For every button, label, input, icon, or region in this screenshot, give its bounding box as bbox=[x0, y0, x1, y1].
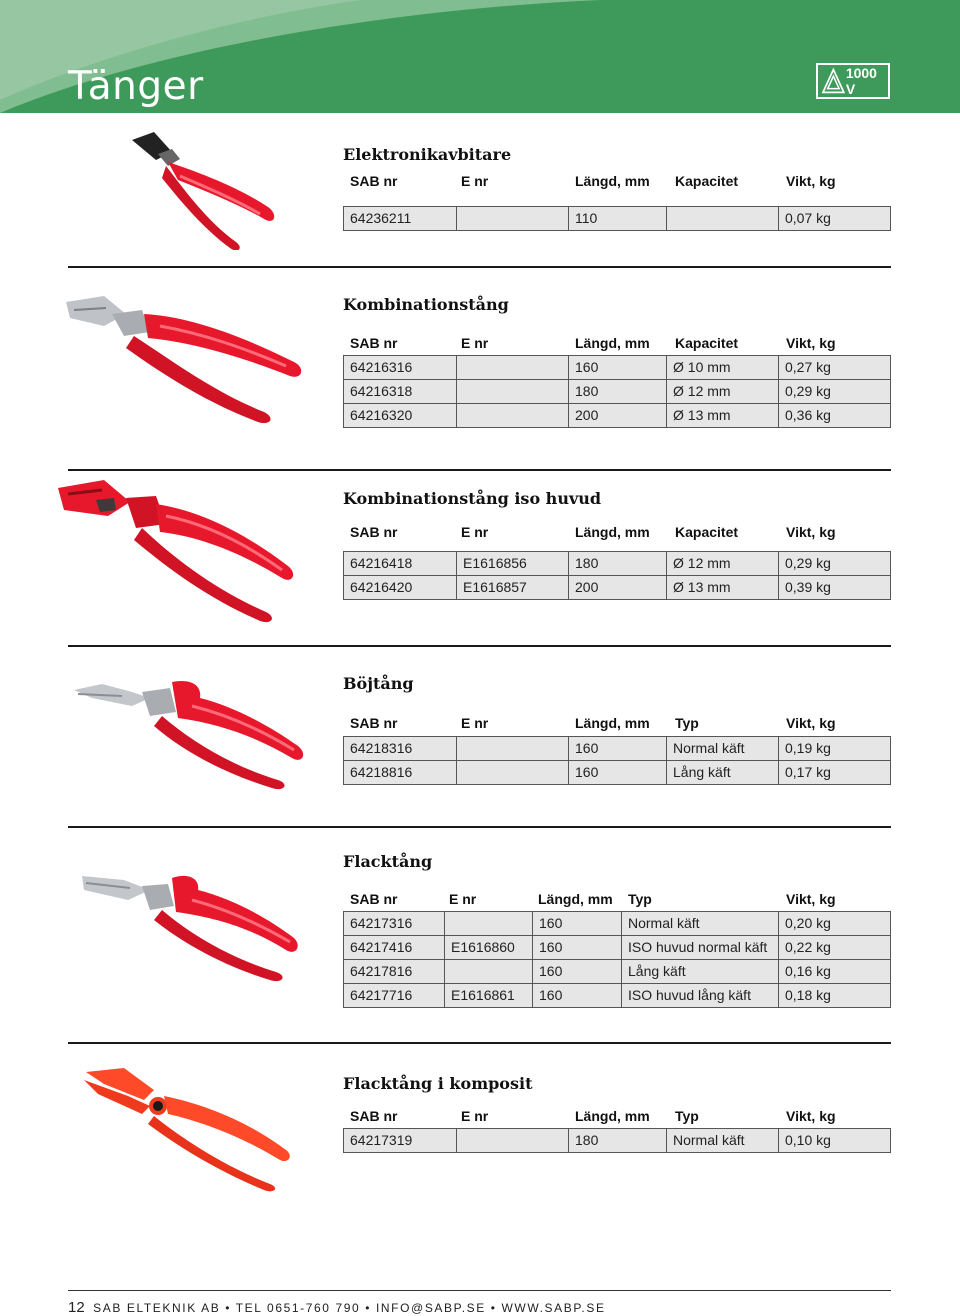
cell-enr bbox=[456, 737, 568, 760]
cell-length: 200 bbox=[568, 576, 666, 599]
section-title: Flacktång i komposit bbox=[343, 1074, 533, 1093]
table-row bbox=[344, 207, 890, 231]
cell-sab: 64216318 bbox=[350, 383, 413, 399]
col-weight-header: Vikt, kg bbox=[786, 524, 836, 540]
col-sab-header: SAB nr bbox=[350, 335, 398, 351]
page-footer bbox=[68, 1299, 606, 1316]
cell-length: 160 bbox=[532, 960, 621, 983]
col-weight-header: Vikt, kg bbox=[786, 891, 836, 907]
cell-length: 200 bbox=[568, 404, 666, 427]
col-enr-header: E nr bbox=[449, 891, 477, 907]
section-divider bbox=[68, 469, 891, 471]
table-header bbox=[343, 714, 891, 734]
col-enr-header: E nr bbox=[461, 715, 489, 731]
double-triangle-icon bbox=[822, 67, 845, 95]
product-table bbox=[343, 551, 891, 600]
product-table bbox=[343, 355, 891, 428]
col-weight-header: Vikt, kg bbox=[786, 715, 836, 731]
cell-weight: 0,18 kg bbox=[778, 984, 891, 1007]
cell-sab: 64216320 bbox=[350, 407, 413, 423]
col-length-header: Längd, mm bbox=[575, 524, 650, 540]
cell-weight: 0,10 kg bbox=[778, 1129, 891, 1152]
section-divider bbox=[68, 266, 891, 268]
table-row bbox=[344, 576, 890, 600]
product-table bbox=[343, 1128, 891, 1153]
cell-weight: 0,39 kg bbox=[778, 576, 891, 599]
cell-enr bbox=[444, 960, 532, 983]
cell-length: 160 bbox=[568, 761, 666, 784]
cell-length: 180 bbox=[568, 380, 666, 403]
col-sab-header: SAB nr bbox=[350, 1108, 398, 1124]
table-header bbox=[343, 1107, 891, 1127]
col-length-header: Längd, mm bbox=[575, 1108, 650, 1124]
section-divider bbox=[68, 826, 891, 828]
cell-capacity: Ø 13 mm bbox=[666, 404, 778, 427]
cell-sab: 64218816 bbox=[350, 764, 413, 780]
footer-contact: SAB ELTEKNIK AB • TEL 0651-760 790 • INFO@SABP.SE • WWW.SABP.SE bbox=[93, 1301, 606, 1315]
cell-sab: 64216420 bbox=[350, 579, 413, 595]
page-header bbox=[0, 0, 960, 113]
col-sab-header: SAB nr bbox=[350, 715, 398, 731]
cell-type: Lång käft bbox=[621, 960, 778, 983]
cell-weight: 0,29 kg bbox=[778, 552, 891, 575]
cell-enr: E1616856 bbox=[456, 552, 568, 575]
badge-label: 1000 V bbox=[845, 65, 877, 97]
cell-sab: 64216418 bbox=[350, 555, 413, 571]
cell-weight: 0,17 kg bbox=[778, 761, 891, 784]
combination-pliers-image bbox=[64, 292, 309, 427]
section-divider bbox=[68, 1042, 891, 1044]
cell-enr bbox=[456, 1129, 568, 1152]
col-weight-header: Vikt, kg bbox=[786, 1108, 836, 1124]
table-row bbox=[344, 404, 890, 428]
insulated-head-pliers-image bbox=[56, 480, 301, 625]
col-length-header: Längd, mm bbox=[538, 891, 613, 907]
cell-capacity: Ø 12 mm bbox=[666, 552, 778, 575]
cell-length: 180 bbox=[568, 1129, 666, 1152]
cell-weight: 0,20 kg bbox=[778, 912, 891, 935]
col-capacity-header: Kapacitet bbox=[675, 173, 739, 189]
cell-enr: E1616861 bbox=[444, 984, 532, 1007]
table-row bbox=[344, 552, 890, 576]
table-row bbox=[344, 356, 890, 380]
col-sab-header: SAB nr bbox=[350, 173, 398, 189]
cell-weight: 0,29 kg bbox=[778, 380, 891, 403]
cell-weight: 0,16 kg bbox=[778, 960, 891, 983]
section-title: Kombinationstång iso huvud bbox=[343, 489, 602, 508]
cell-sab: 64217716 bbox=[350, 987, 413, 1003]
table-row bbox=[344, 960, 890, 984]
cell-sab: 64218316 bbox=[350, 740, 413, 756]
table-header bbox=[343, 523, 891, 543]
cell-enr bbox=[456, 207, 568, 230]
cell-weight: 0,22 kg bbox=[778, 936, 891, 959]
bent-nose-pliers-image bbox=[72, 676, 307, 791]
cell-length: 160 bbox=[568, 737, 666, 760]
cell-enr bbox=[456, 761, 568, 784]
table-header bbox=[343, 334, 891, 354]
table-row bbox=[344, 936, 890, 960]
cell-length: 160 bbox=[532, 912, 621, 935]
cell-length: 180 bbox=[568, 552, 666, 575]
product-table bbox=[343, 206, 891, 231]
table-row bbox=[344, 737, 890, 761]
cell-length: 110 bbox=[568, 207, 666, 230]
insulation-badge bbox=[816, 63, 890, 99]
col-enr-header: E nr bbox=[461, 335, 489, 351]
cell-weight: 0,36 kg bbox=[778, 404, 891, 427]
section-title: Flacktång bbox=[343, 852, 433, 871]
col-length-header: Längd, mm bbox=[575, 173, 650, 189]
cell-capacity: Ø 12 mm bbox=[666, 380, 778, 403]
cell-length: 160 bbox=[532, 984, 621, 1007]
col-sab-header: SAB nr bbox=[350, 524, 398, 540]
cell-capacity: Ø 10 mm bbox=[666, 356, 778, 379]
table-row bbox=[344, 984, 890, 1008]
col-capacity-header: Kapacitet bbox=[675, 524, 739, 540]
cell-sab: 64217416 bbox=[350, 939, 413, 955]
footer-rule bbox=[68, 1290, 891, 1291]
col-enr-header: E nr bbox=[461, 524, 489, 540]
section-title: Elektronikavbitare bbox=[343, 145, 512, 164]
cell-sab: 64216316 bbox=[350, 359, 413, 375]
cell-weight: 0,19 kg bbox=[778, 737, 891, 760]
cell-sab: 64217319 bbox=[350, 1132, 413, 1148]
cell-type: ISO huvud normal käft bbox=[621, 936, 778, 959]
table-header bbox=[343, 172, 891, 192]
product-table bbox=[343, 736, 891, 785]
col-enr-header: E nr bbox=[461, 1108, 489, 1124]
section-divider bbox=[68, 645, 891, 647]
col-length-header: Längd, mm bbox=[575, 335, 650, 351]
col-weight-header: Vikt, kg bbox=[786, 173, 836, 189]
cell-sab: 64217816 bbox=[350, 963, 413, 979]
table-header bbox=[343, 890, 891, 910]
section-title: Kombinationstång bbox=[343, 295, 509, 314]
product-table bbox=[343, 911, 891, 1008]
cell-capacity bbox=[666, 207, 778, 230]
section-title: Böjtång bbox=[343, 674, 414, 693]
cell-type: ISO huvud lång käft bbox=[621, 984, 778, 1007]
side-cutter-image bbox=[128, 132, 283, 250]
col-capacity-header: Kapacitet bbox=[675, 335, 739, 351]
col-enr-header: E nr bbox=[461, 173, 489, 189]
cell-enr bbox=[444, 912, 532, 935]
col-sab-header: SAB nr bbox=[350, 891, 398, 907]
page-title: Tänger bbox=[68, 64, 204, 109]
col-length-header: Längd, mm bbox=[575, 715, 650, 731]
table-row bbox=[344, 912, 890, 936]
col-type-header: Typ bbox=[675, 715, 699, 731]
cell-sab: 64236211 bbox=[350, 210, 412, 226]
cell-weight: 0,07 kg bbox=[778, 207, 891, 230]
cell-enr bbox=[456, 380, 568, 403]
table-row bbox=[344, 380, 890, 404]
cell-enr bbox=[456, 356, 568, 379]
table-row bbox=[344, 761, 890, 785]
cell-sab: 64217316 bbox=[350, 915, 413, 931]
cell-length: 160 bbox=[568, 356, 666, 379]
cell-enr: E1616860 bbox=[444, 936, 532, 959]
cell-enr bbox=[456, 404, 568, 427]
cell-type: Normal käft bbox=[666, 1129, 778, 1152]
page-number: 12 bbox=[68, 1299, 85, 1316]
cell-type: Normal käft bbox=[666, 737, 778, 760]
col-type-header: Typ bbox=[628, 891, 652, 907]
col-weight-header: Vikt, kg bbox=[786, 335, 836, 351]
table-row bbox=[344, 1129, 890, 1153]
cell-capacity: Ø 13 mm bbox=[666, 576, 778, 599]
cell-type: Normal käft bbox=[621, 912, 778, 935]
composite-flat-pliers-image bbox=[84, 1066, 294, 1192]
cell-length: 160 bbox=[532, 936, 621, 959]
cell-enr: E1616857 bbox=[456, 576, 568, 599]
flat-nose-pliers-image bbox=[80, 872, 302, 984]
cell-weight: 0,27 kg bbox=[778, 356, 891, 379]
col-type-header: Typ bbox=[675, 1108, 699, 1124]
cell-type: Lång käft bbox=[666, 761, 778, 784]
